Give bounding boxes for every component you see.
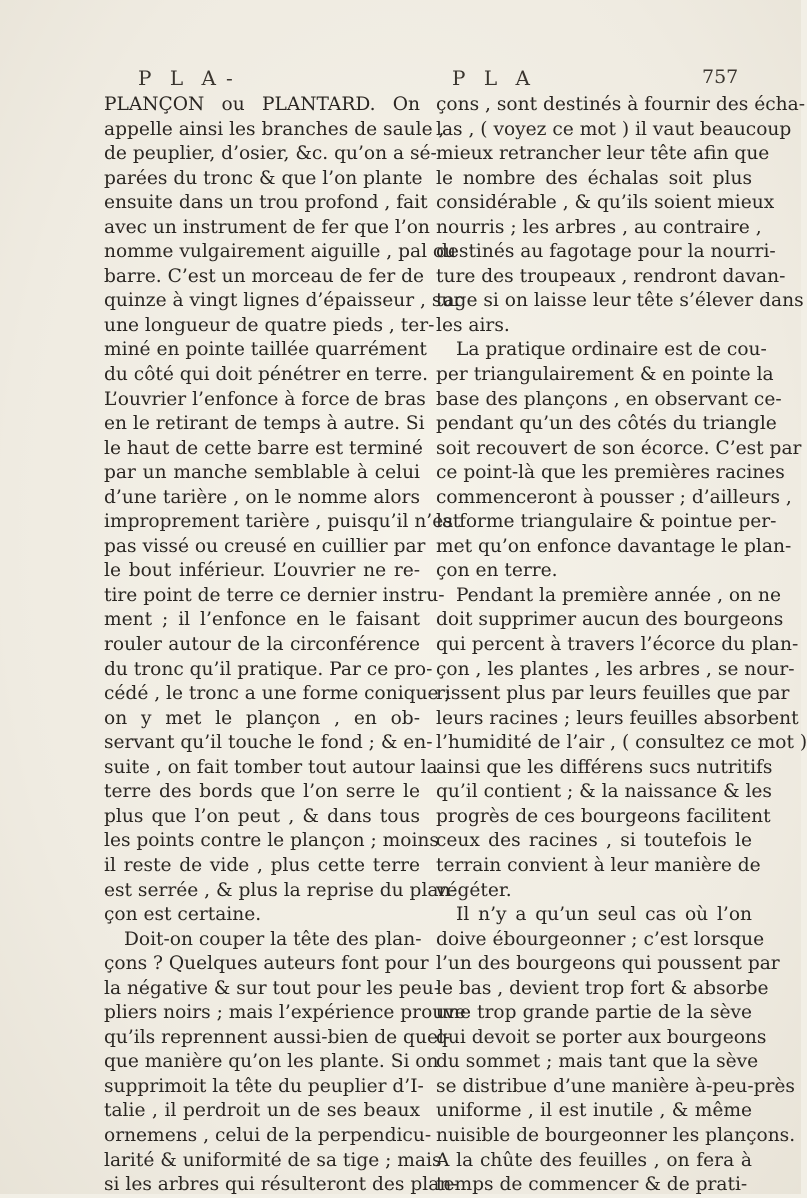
text-line: Pendant la première année , on ne	[456, 584, 781, 606]
text-line: que manière qu’on les plante. Si on	[104, 1051, 439, 1073]
left-text-column	[104, 93, 466, 1198]
text-line: quinze à vingt lignes d’épaisseur , sur	[104, 290, 463, 312]
text-line: ensuite dans un trou profond , fait	[104, 192, 428, 214]
text-line: ainsi que les différens sucs nutritifs	[436, 756, 773, 778]
text-line: si les arbres qui résulteront des plan-	[104, 1174, 458, 1196]
left-head-mark: -	[226, 66, 239, 90]
text-line: on y met le plançon , en ob-	[104, 707, 420, 729]
text-line: çons , sont destinés à fournir des écha-	[436, 94, 806, 115]
text-line: le nombre des échalas soit plus	[436, 167, 752, 189]
right-running-head: P L A	[452, 66, 536, 90]
text-line: rouler autour de la circonférence	[104, 634, 420, 656]
text-line: mieux retrancher leur tête afin que	[436, 143, 770, 165]
text-line: improprement tarière , puisqu’il n’est	[104, 511, 461, 533]
page-number: 757	[702, 66, 739, 88]
text-line: pendant qu’un des côtés du triangle	[436, 413, 777, 435]
left-running-head: P L A	[138, 66, 222, 90]
text-line: larité & uniformité de sa tige ; mais	[104, 1149, 442, 1171]
text-line: doive ébourgeonner ; c’est lorsque	[436, 928, 765, 950]
right-text-column	[436, 93, 807, 1198]
text-line: qui devoit se porter aux bourgeons	[436, 1026, 767, 1048]
text-line: servant qu’il touche le fond ; & en-	[104, 732, 433, 754]
text-line: per triangulairement & en pointe la	[436, 364, 774, 386]
text-line: soit recouvert de son écorce. C’est par	[436, 437, 802, 459]
text-line: L’ouvrier l’enfonce à force de bras	[104, 388, 426, 410]
text-line: plus que l’on peut , & dans tous	[104, 805, 420, 827]
text-line: l’humidité de l’air , ( consultez ce mot )	[436, 732, 807, 754]
text-line: les airs.	[436, 314, 510, 336]
text-line: çon en terre.	[436, 560, 558, 582]
text-line: Doit-on couper la tête des plan-	[124, 928, 422, 950]
text-line: appelle ainsi les branches de saule ,	[104, 118, 445, 140]
text-line: leurs racines ; leurs feuilles absorbent	[436, 707, 799, 729]
text-line: ornemens , celui de la perpendicu-	[104, 1124, 432, 1146]
text-line: la forme triangulaire & pointue per-	[436, 511, 777, 533]
text-line: pliers noirs ; mais l’expérience prouve	[104, 1002, 466, 1024]
text-line: l’un des bourgeons qui poussent par	[436, 953, 780, 975]
text-line: talie , il perdroit un de ses beaux	[104, 1100, 420, 1122]
text-line: est serrée , & plus la reprise du plan-	[104, 879, 457, 901]
text-line: miné en pointe taillée quarrément	[104, 339, 427, 361]
text-line: du côté qui doit pénétrer en terre.	[104, 364, 429, 386]
text-line: rissent plus par leurs feuilles que par	[436, 683, 790, 705]
text-line: base des plançons , en observant ce-	[436, 388, 782, 410]
text-line: suite , on fait tomber tout autour la	[104, 756, 438, 778]
text-line: nomme vulgairement aiguille , pal ou	[104, 241, 457, 263]
text-line: destinés au fagotage pour la nourri-	[436, 241, 776, 263]
text-line: Il n’y a qu’un seul cas où l’on	[456, 904, 752, 926]
text-line: tage si on laisse leur tête s’élever dans	[436, 290, 804, 312]
text-line: par un manche semblable à celui	[104, 462, 420, 484]
text-line: qu’ils reprennent aussi-bien de quel-	[104, 1026, 451, 1048]
text-line: doit supprimer aucun des bourgeons	[436, 609, 784, 631]
text-line: cédé , le tronc a une forme conique ;	[104, 683, 451, 705]
text-line: parées du tronc & que l’on plante	[104, 167, 423, 189]
text-line: met qu’on enfonce davantage le plan-	[436, 535, 792, 557]
text-line: qu’il contient ; & la naissance & les	[436, 781, 772, 803]
text-line: ce point-là que les premières racines	[436, 462, 785, 484]
text-line: d’une tarière , on le nomme alors	[104, 486, 420, 508]
text-line: çon , les plantes , les arbres , se nour-	[436, 658, 795, 680]
text-line: qui percent à travers l’écorce du plan-	[436, 634, 799, 656]
text-line: terre des bords que l’on serre le	[104, 781, 420, 803]
text-line: commenceront à pousser ; d’ailleurs ,	[436, 486, 792, 508]
text-line: çons ? Quelques auteurs font pour	[104, 953, 429, 975]
text-line: du sommet ; mais tant que la sève	[436, 1051, 759, 1073]
text-line: La pratique ordinaire est de cou-	[456, 339, 767, 361]
text-line: barre. C’est un morceau de fer de	[104, 265, 425, 287]
text-line: PLANÇON ou PLANTARD. On	[104, 94, 420, 115]
text-line: le bout inférieur. L’ouvrier ne re-	[104, 560, 420, 582]
text-line: considérable , & qu’ils soient mieux	[436, 192, 775, 214]
text-line: une longueur de quatre pieds , ter-	[104, 314, 435, 336]
text-line: avec un instrument de fer que l’on	[104, 216, 430, 238]
text-line: le haut de cette barre est terminé	[104, 437, 423, 459]
text-line: du tronc qu’il pratique. Par ce pro-	[104, 658, 433, 680]
text-line: de peuplier, d’osier, &c. qu’on a sé-	[104, 143, 437, 165]
text-line: nuisible de bourgeonner les plançons.	[436, 1124, 796, 1146]
text-line: çon est certaine.	[104, 904, 262, 926]
text-line: ture des troupeaux , rendront davan-	[436, 265, 786, 287]
text-line: en le retirant de temps à autre. Si	[104, 413, 425, 435]
text-line: le bas , devient trop fort & absorbe	[436, 977, 769, 999]
text-line: ceux des racines , si toutefois le	[436, 830, 752, 852]
text-line: nourris ; les arbres , au contraire ,	[436, 216, 762, 238]
text-line: temps de commencer & de prati-	[436, 1174, 748, 1196]
text-line: ment ; il l’enfonce en le faisant	[104, 609, 420, 631]
text-line: supprimoit la tête du peuplier d’I-	[104, 1075, 424, 1097]
text-line: uniforme , il est inutile , & même	[436, 1100, 752, 1122]
text-line: pas vissé ou creusé en cuillier par	[104, 535, 426, 557]
text-line: las , ( voyez ce mot ) il vaut beaucoup	[436, 118, 792, 140]
text-line: végéter.	[436, 879, 512, 901]
running-header	[0, 66, 801, 96]
text-line: progrès de ces bourgeons facilitent	[436, 805, 771, 827]
text-line: une trop grande partie de la sève	[436, 1002, 752, 1024]
text-line: la négative & sur tout pour les peu-	[104, 977, 440, 999]
text-line: tire point de terre ce dernier instru-	[104, 584, 445, 606]
text-line: A la chûte des feuilles , on fera à	[436, 1149, 752, 1171]
text-line: il reste de vide , plus cette terre	[104, 854, 420, 876]
text-line: terrain convient à leur manière de	[436, 854, 761, 876]
text-line: les points contre le plançon ; moins	[104, 830, 439, 852]
text-line: se distribue d’une manière à-peu-près	[436, 1075, 795, 1097]
